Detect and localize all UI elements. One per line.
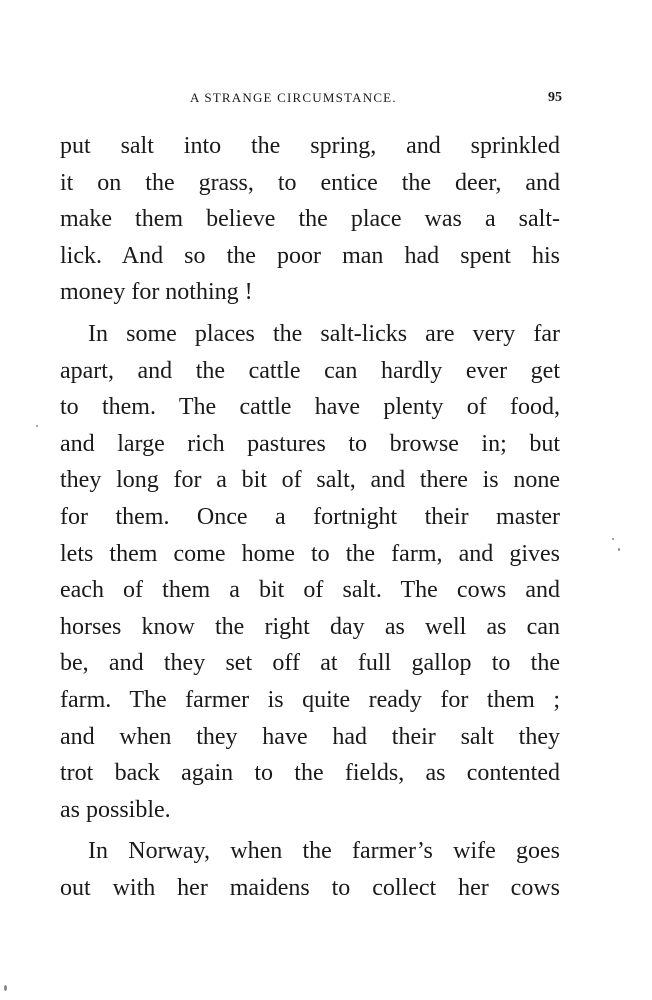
scan-speck bbox=[4, 985, 7, 991]
running-title: A STRANGE CIRCUMSTANCE. bbox=[190, 90, 397, 105]
paragraph bbox=[60, 833, 560, 906]
text-line: In Norway, when the farmer’s wife goes bbox=[88, 838, 560, 865]
paragraph bbox=[60, 128, 560, 311]
text-line: it on the grass, to entice the deer, and bbox=[60, 169, 560, 196]
text-line: horses know the right day as well as can bbox=[60, 613, 560, 640]
text-line: they long for a bit of salt, and there is none bbox=[60, 467, 560, 494]
scan-speck bbox=[36, 425, 38, 427]
text-line: apart, and the cattle can hardly ever get bbox=[60, 357, 560, 384]
body-text bbox=[60, 128, 560, 906]
scan-speck bbox=[612, 538, 614, 540]
text-line: and large rich pastures to browse in; but bbox=[60, 430, 560, 457]
text-line: as possible. bbox=[60, 796, 171, 823]
text-line: out with her maidens to collect her cows bbox=[60, 874, 560, 901]
text-line: lets them come home to the farm, and gives bbox=[60, 540, 560, 567]
page-number: 95 bbox=[548, 90, 562, 105]
scan-speck bbox=[618, 548, 620, 551]
text-line: each of them a bit of salt. The cows and bbox=[60, 577, 560, 604]
text-line: trot back again to the fields, as contented bbox=[60, 760, 560, 787]
paragraph bbox=[60, 316, 560, 828]
text-line: for them. Once a fortnight their master bbox=[60, 503, 560, 530]
running-head bbox=[60, 90, 560, 110]
text-line: make them believe the place was a salt- bbox=[60, 206, 560, 233]
text-line: money for nothing ! bbox=[60, 279, 253, 306]
text-line: lick. And so the poor man had spent his bbox=[60, 242, 560, 269]
text-line: be, and they set off at full gallop to the bbox=[60, 650, 560, 677]
text-line: farm. The farmer is quite ready for them ; bbox=[60, 686, 560, 713]
text-line: and when they have had their salt they bbox=[60, 723, 560, 750]
text-line: to them. The cattle have plenty of food, bbox=[60, 394, 560, 421]
text-line: put salt into the spring, and sprinkled bbox=[60, 133, 560, 159]
text-line: In some places the salt-licks are very far bbox=[88, 320, 560, 347]
